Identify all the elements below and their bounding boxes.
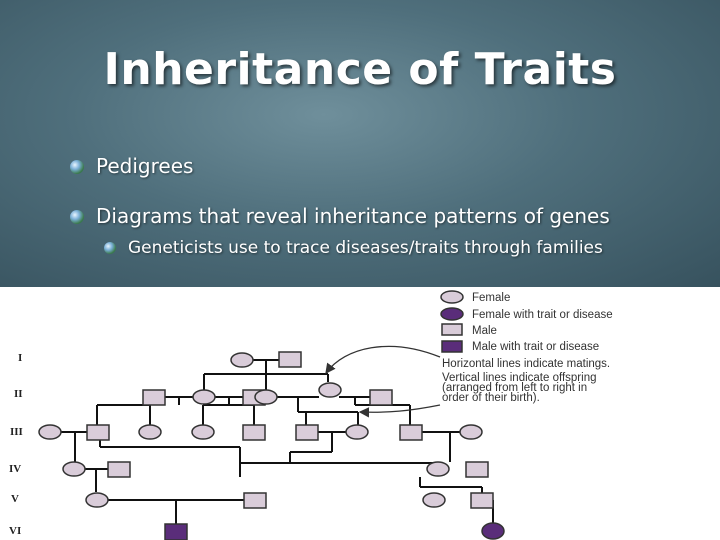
bullet-item — [70, 204, 610, 228]
pedigree-diagram — [0, 287, 720, 540]
legend-female-icon — [441, 291, 463, 303]
male-symbol — [296, 425, 318, 440]
affected-male-symbol — [165, 524, 187, 540]
offspring-arrow — [360, 405, 440, 412]
female-symbol — [39, 425, 61, 439]
legend-label: Male — [472, 325, 497, 337]
male-symbol — [243, 425, 265, 440]
female-symbol — [423, 493, 445, 507]
male-symbol — [108, 462, 130, 477]
female-symbol — [63, 462, 85, 476]
female-symbol — [427, 462, 449, 476]
legend-note: Horizontal lines indicate matings. — [442, 358, 611, 370]
female-symbol — [231, 353, 253, 367]
male-symbol — [87, 425, 109, 440]
generation-label: III — [10, 426, 23, 438]
generation-label: II — [14, 388, 23, 400]
generation-label: V — [11, 493, 19, 505]
female-symbol — [192, 425, 214, 439]
female-symbol — [255, 390, 277, 404]
male-symbol — [466, 462, 488, 477]
sub-bullet-item — [104, 238, 603, 258]
globe-bullet-icon — [70, 160, 84, 174]
legend-label: Female with trait or disease — [472, 309, 613, 321]
generation-label: VI — [9, 525, 22, 537]
globe-bullet-icon — [104, 242, 116, 254]
legend-note: (arranged from left to right in — [442, 382, 588, 394]
bullet-text: Pedigrees — [96, 154, 194, 178]
female-symbol — [86, 493, 108, 507]
male-symbol — [471, 493, 493, 508]
legend-male-icon — [442, 324, 462, 335]
legend-note: order of their birth). — [442, 392, 540, 404]
legend-label: Male with trait or disease — [472, 341, 600, 353]
legend-note: Vertical lines indicate offspring — [442, 372, 597, 384]
generation-labels — [9, 352, 23, 537]
male-symbol — [370, 390, 392, 405]
bullet-item — [70, 154, 193, 178]
legend-label: Female — [472, 292, 511, 304]
female-symbol — [139, 425, 161, 439]
male-symbol — [279, 352, 301, 367]
male-symbol — [244, 493, 266, 508]
female-symbol — [346, 425, 368, 439]
sub-bullet-text: Geneticists use to trace diseases/traits through families — [128, 238, 603, 258]
legend-affected-female-icon — [441, 308, 463, 320]
affected-female-symbol — [482, 523, 504, 539]
male-symbol — [400, 425, 422, 440]
female-symbol — [460, 425, 482, 439]
mating-arrow — [326, 346, 440, 373]
pedigree-legend — [441, 291, 613, 404]
female-symbol — [193, 390, 215, 404]
female-symbol — [319, 383, 341, 397]
legend-affected-male-icon — [442, 341, 462, 352]
male-symbol — [143, 390, 165, 405]
bullet-text: Diagrams that reveal inheritance patterns of genes — [96, 204, 610, 228]
globe-bullet-icon — [70, 210, 84, 224]
generation-label: IV — [9, 463, 22, 475]
generation-label: I — [18, 352, 23, 364]
slide-title: Inheritance of Traits — [103, 44, 617, 95]
